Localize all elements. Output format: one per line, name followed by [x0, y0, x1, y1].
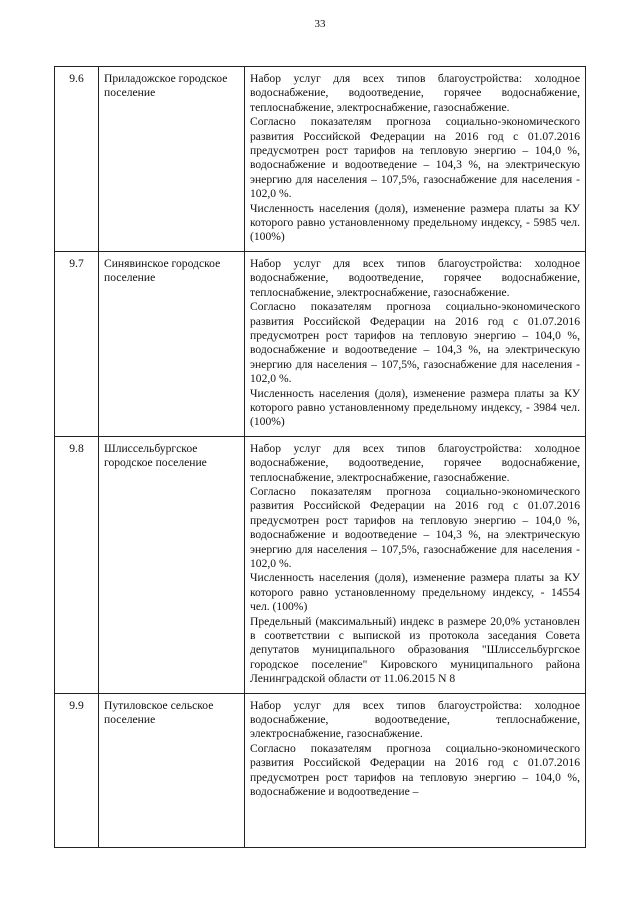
tariff-table: [54, 66, 586, 848]
settlement-name: Путиловское сельское поселение: [99, 693, 245, 847]
table-row: [55, 693, 586, 847]
tariff-paragraph: Согласно показателям прогноза социально-экономического развития Российской Федерации на 2016 год с 01.07.2016 предусмотрен рост тарифов на тепловую энергию – 104,0 %, водоснабжение и водоотведение – 104,3 %, на электрическую энергию для населения – 107,5%, газоснабжение для населения - 102,0 %.: [250, 115, 580, 201]
row-number: 9.8: [55, 436, 99, 693]
row-description: [245, 67, 586, 252]
table-row: [55, 67, 586, 252]
services-paragraph: Набор услуг для всех типов благоустройства: холодное водоснабжение, водоотведение, горячее водоснабжение, теплоснабжение, электроснабжение, газоснабжение.: [250, 72, 580, 114]
population-paragraph: Численность населения (доля), изменение размера платы за КУ которого равно установленному предельному индексу, - 14554 чел. (100%): [250, 571, 580, 614]
page-number: 33: [314, 18, 326, 30]
row-number: 9.6: [55, 67, 99, 252]
services-paragraph: Набор услуг для всех типов благоустройства: холодное водоснабжение, водоотведение, теплоснабжение, электроснабжение, газоснабжение.: [250, 698, 580, 741]
description-continued-clip: [250, 699, 580, 817]
table-row: [55, 251, 586, 436]
tariff-paragraph: Согласно показателям прогноза социально-экономического развития Российской Федерации на 2016 год с 01.07.2016 предусмотрен рост тарифов на тепловую энергию – 104,0 %, водоснабжение и водоотведение –: [250, 741, 580, 799]
tariff-paragraph: Согласно показателям прогноза социально-экономического развития Российской Федерации на 2016 год с 01.07.2016 предусмотрен рост тарифов на тепловую энергию – 104,0 %, водоснабжение и водоотведение – 104,3 %, на электрическую энергию для населения – 107,5%, газоснабжение для населения - 102,0 %.: [250, 484, 580, 570]
services-paragraph: Набор услуг для всех типов благоустройства: холодное водоснабжение, водоотведение, горячее водоснабжение, теплоснабжение, электроснабжение, газоснабжение.: [250, 256, 580, 299]
row-number: 9.9: [55, 693, 99, 847]
settlement-name: Шлиссельбургское городское поселение: [99, 436, 245, 693]
row-description: [245, 251, 586, 436]
population-paragraph: Численность населения (доля), изменение размера платы за КУ которого равно установленному предельному индексу, - 5985 чел. (100%): [250, 201, 580, 244]
row-description: [245, 436, 586, 693]
table-row: [55, 436, 586, 693]
row-description: [245, 693, 586, 847]
services-paragraph: Набор услуг для всех типов благоустройства: холодное водоснабжение, водоотведение, горячее водоснабжение, теплоснабжение, электроснабжение, газоснабжение.: [250, 441, 580, 484]
max-index-paragraph: Предельный (максимальный) индекс в размере 20,0% установлен в соответствии с выпиской из протокола заседания Совета депутатов муниципального образования "Шлиссельбургское городское поселение" Кировского муниципального района Ленинградской области от 11.06.2015 N 8: [250, 614, 580, 686]
settlement-name: Приладожское городское поселение: [99, 67, 245, 252]
tariff-paragraph: Согласно показателям прогноза социально-экономического развития Российской Федерации на 2016 год с 01.07.2016 предусмотрен рост тарифов на тепловую энергию – 104,0 %, водоснабжение и водоотведение – 104,3 %, на электрическую энергию для населения – 107,5%, газоснабжение для населения - 102,0 %.: [250, 300, 580, 386]
row-number: 9.7: [55, 251, 99, 436]
settlement-name: Синявинское городское поселение: [99, 251, 245, 436]
population-paragraph: Численность населения (доля), изменение размера платы за КУ которого равно установленному предельному индексу, - 3984 чел. (100%): [250, 386, 580, 429]
